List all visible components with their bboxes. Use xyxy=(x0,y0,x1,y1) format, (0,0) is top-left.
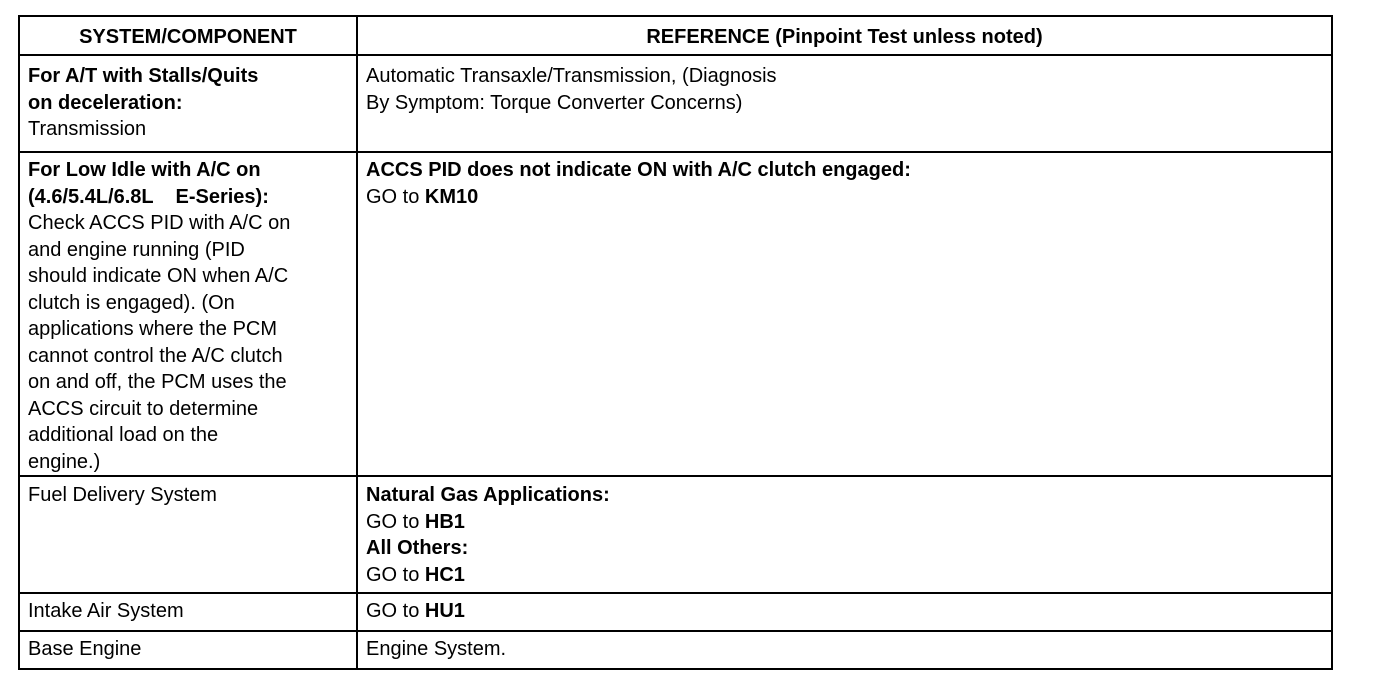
reference-table xyxy=(18,15,1333,670)
table-row xyxy=(19,476,1332,593)
system-line: (4.6/5.4L/6.8L E-Series): xyxy=(28,185,269,208)
goto-target: HC1 xyxy=(424,563,465,586)
system-line: applications where the PCM xyxy=(28,318,278,340)
system-cell xyxy=(19,631,357,669)
goto-line xyxy=(366,598,1323,625)
system-line: Intake Air System xyxy=(28,600,184,622)
reference-line: Automatic Transaxle/Transmission, (Diagnosis xyxy=(366,65,777,87)
goto-prefix: GO to xyxy=(366,563,420,586)
system-cell xyxy=(19,593,357,631)
system-line: Check ACCS PID with A/C on xyxy=(28,212,291,234)
goto-target: KM10 xyxy=(424,185,479,208)
goto-target: HB1 xyxy=(424,510,465,533)
system-line: Base Engine xyxy=(28,638,142,660)
reference-line: By Symptom: Torque Converter Concerns) xyxy=(366,91,743,114)
reference-heading: All Others: xyxy=(366,537,469,559)
goto-prefix: GO to xyxy=(366,185,420,208)
system-cell xyxy=(19,476,357,593)
header-row xyxy=(19,16,1332,55)
system-line: For Low Idle with A/C on xyxy=(28,159,261,181)
table-row xyxy=(19,55,1332,152)
goto-line xyxy=(366,184,1323,211)
reference-cell xyxy=(357,55,1332,152)
reference-heading: Natural Gas Applications: xyxy=(366,484,610,506)
reference-cell xyxy=(357,152,1332,476)
system-line: on deceleration: xyxy=(28,91,183,114)
system-line: and engine running (PID xyxy=(28,238,245,261)
system-line: engine.) xyxy=(28,450,101,473)
system-line: on and off, the PCM uses the xyxy=(28,371,287,393)
table-row xyxy=(19,593,1332,631)
goto-line xyxy=(366,562,1323,589)
system-line: For A/T with Stalls/Quits xyxy=(28,65,259,87)
system-cell xyxy=(19,55,357,152)
reference-line: Engine System. xyxy=(366,638,507,660)
header-system-component: SYSTEM/COMPONENT xyxy=(19,16,357,55)
goto-prefix: GO to xyxy=(366,600,420,622)
reference-cell xyxy=(357,593,1332,631)
table-row xyxy=(19,152,1332,476)
goto-line xyxy=(366,509,1323,536)
system-line: ACCS circuit to determine xyxy=(28,397,259,420)
system-line: Fuel Delivery System xyxy=(28,484,217,506)
reference-heading: ACCS PID does not indicate ON with A/C clutch engaged: xyxy=(366,159,911,181)
header-reference: REFERENCE (Pinpoint Test unless noted) xyxy=(357,16,1332,55)
system-line: additional load on the xyxy=(28,424,219,446)
system-line: clutch is engaged). (On xyxy=(28,291,235,314)
system-line: cannot control the A/C clutch xyxy=(28,344,283,367)
system-cell xyxy=(19,152,357,476)
table-row xyxy=(19,631,1332,669)
reference-cell xyxy=(357,631,1332,669)
goto-target: HU1 xyxy=(424,600,465,622)
goto-prefix: GO to xyxy=(366,510,420,533)
system-line: should indicate ON when A/C xyxy=(28,265,289,287)
reference-cell xyxy=(357,476,1332,593)
system-line: Transmission xyxy=(28,118,147,140)
